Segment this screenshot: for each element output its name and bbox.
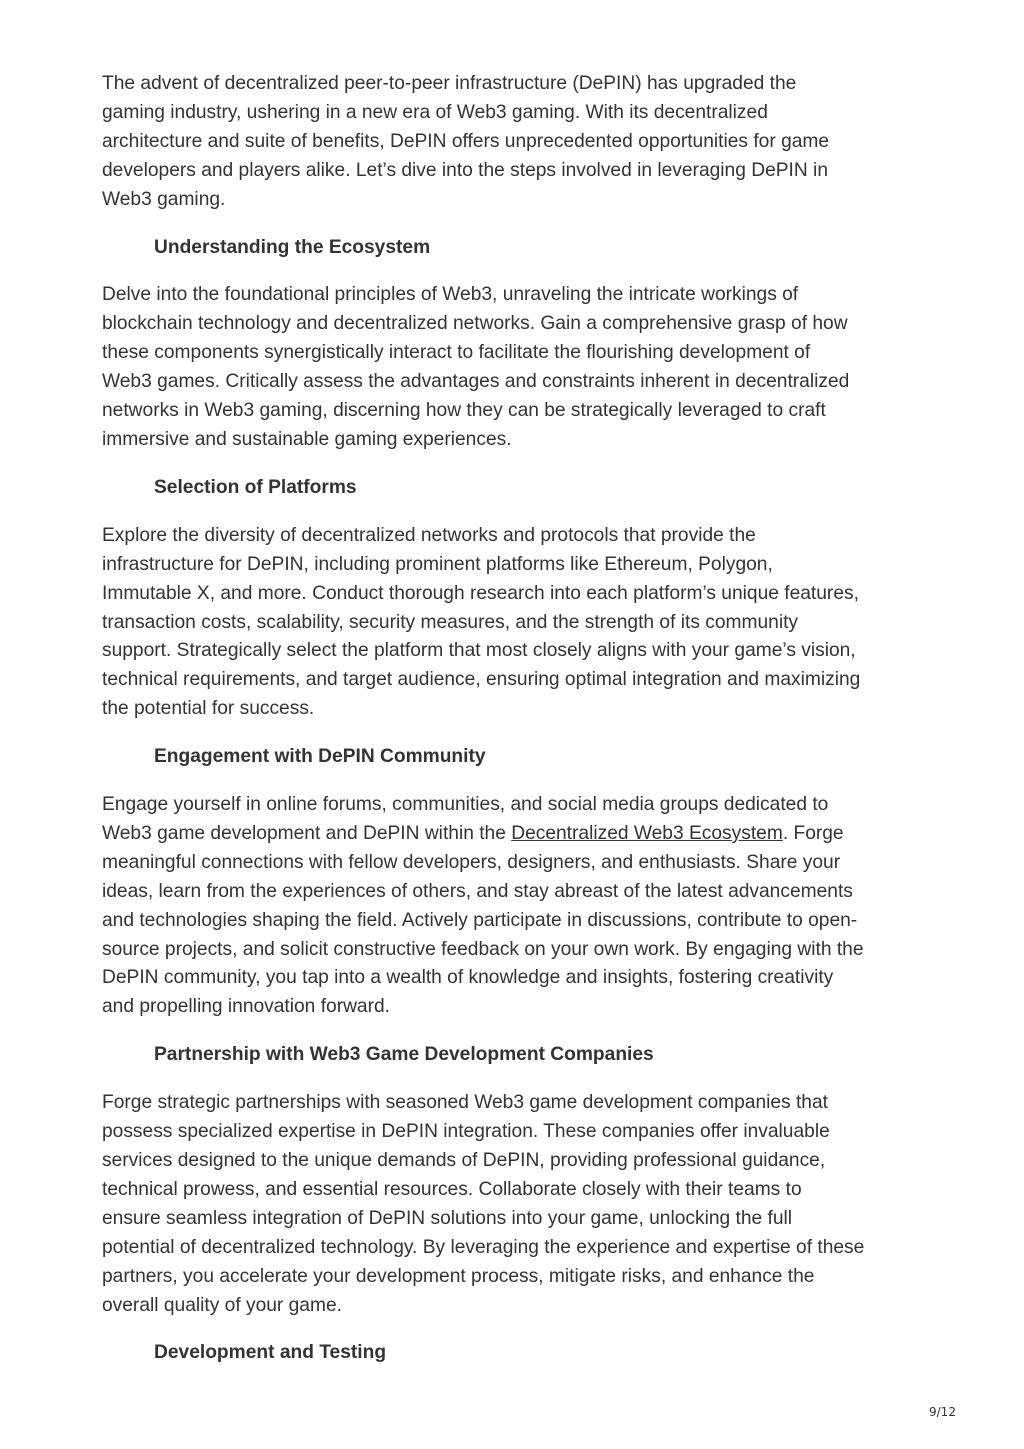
section-heading-ecosystem: Understanding the Ecosystem (154, 236, 431, 258)
section-heading-community: Engagement with DePIN Community (154, 746, 486, 768)
text-line: potential of decentralized technology. By leveraging the experience and expertise of these (102, 1236, 865, 1258)
text-line: and technologies shaping the field. Actively participate in discussions, contribute to open- (102, 909, 858, 931)
text-line: ideas, learn from the experiences of others, and stay abreast of the latest advancements (102, 880, 853, 902)
section-paragraph-platforms (102, 522, 932, 724)
text-line: infrastructure for DePIN, including prominent platforms like Ethereum, Polygon, (102, 553, 773, 575)
text-line: DePIN community, you tap into a wealth of knowledge and insights, fostering creativity (102, 967, 834, 989)
text-line: Engage yourself in online forums, communities, and social media groups dedicated to (102, 794, 829, 816)
text-line: gaming industry, ushering in a new era of Web3 gaming. With its decentralized (102, 101, 768, 123)
text-line: ensure seamless integration of DePIN solutions into your game, unlocking the full (102, 1207, 793, 1229)
text-line-with-link (102, 820, 932, 849)
text-line: technical requirements, and target audience, ensuring optimal integration and maximizing (102, 669, 861, 691)
section-paragraph-partnership (102, 1089, 932, 1320)
text-line: Immutable X, and more. Conduct thorough research into each platform’s unique features, (102, 582, 859, 604)
section-heading-platforms: Selection of Platforms (154, 476, 357, 498)
text-line: developers and players alike. Let’s dive into the steps involved in leveraging DePIN in (102, 159, 828, 181)
section-heading-development-testing: Development and Testing (154, 1342, 387, 1364)
text-line: Explore the diversity of decentralized networks and protocols that provide the (102, 524, 756, 546)
text-line: source projects, and solicit constructive feedback on your own work. By engaging with the (102, 938, 864, 960)
text-line: meaningful connections with fellow developers, designers, and enthusiasts. Share your (102, 851, 841, 873)
section-paragraph-community (102, 791, 932, 1022)
text-line: partners, you accelerate your development process, mitigate risks, and enhance the (102, 1265, 815, 1287)
text-line: technical prowess, and essential resources. Collaborate closely with their teams to (102, 1178, 802, 1200)
text-fragment: Web3 game development and DePIN within the (102, 822, 512, 844)
text-line: these components synergistically interact to facilitate the flourishing development of (102, 342, 811, 364)
text-line: transaction costs, scalability, security measures, and the strength of its community (102, 611, 799, 633)
text-line: the potential for success. (102, 698, 315, 720)
section-heading-partnership: Partnership with Web3 Game Development Companies (154, 1044, 654, 1066)
text-line: and propelling innovation forward. (102, 996, 390, 1018)
intro-paragraph (102, 70, 932, 215)
text-line: support. Strategically select the platform that most closely aligns with your game’s vision, (102, 640, 856, 662)
section-paragraph-ecosystem (102, 281, 932, 454)
text-line: blockchain technology and decentralized networks. Gain a comprehensive grasp of how (102, 313, 848, 335)
text-line: networks in Web3 gaming, discerning how they can be strategically leveraged to craft (102, 400, 826, 422)
text-line: architecture and suite of benefits, DePIN offers unprecedented opportunities for game (102, 130, 830, 152)
page-number: 9/12 (929, 1405, 956, 1419)
text-fragment: . Forge (782, 822, 844, 844)
decentralized-web3-ecosystem-link[interactable]: Decentralized Web3 Ecosystem (511, 822, 783, 844)
text-line: services designed to the unique demands of DePIN, providing professional guidance, (102, 1150, 826, 1171)
document-page (102, 70, 932, 1368)
text-line: Delve into the foundational principles of Web3, unraveling the intricate workings of (102, 284, 799, 306)
text-line: possess specialized expertise in DePIN integration. These companies offer invaluable (102, 1121, 830, 1143)
text-line: Web3 games. Critically assess the advantages and constraints inherent in decentralized (102, 371, 850, 393)
text-line: Web3 gaming. (102, 188, 226, 210)
text-line: overall quality of your game. (102, 1294, 342, 1316)
text-line: The advent of decentralized peer-to-peer infrastructure (DePIN) has upgraded the (102, 73, 797, 94)
text-line: Forge strategic partnerships with seasoned Web3 game development companies that (102, 1092, 828, 1114)
text-line: immersive and sustainable gaming experiences. (102, 428, 512, 450)
